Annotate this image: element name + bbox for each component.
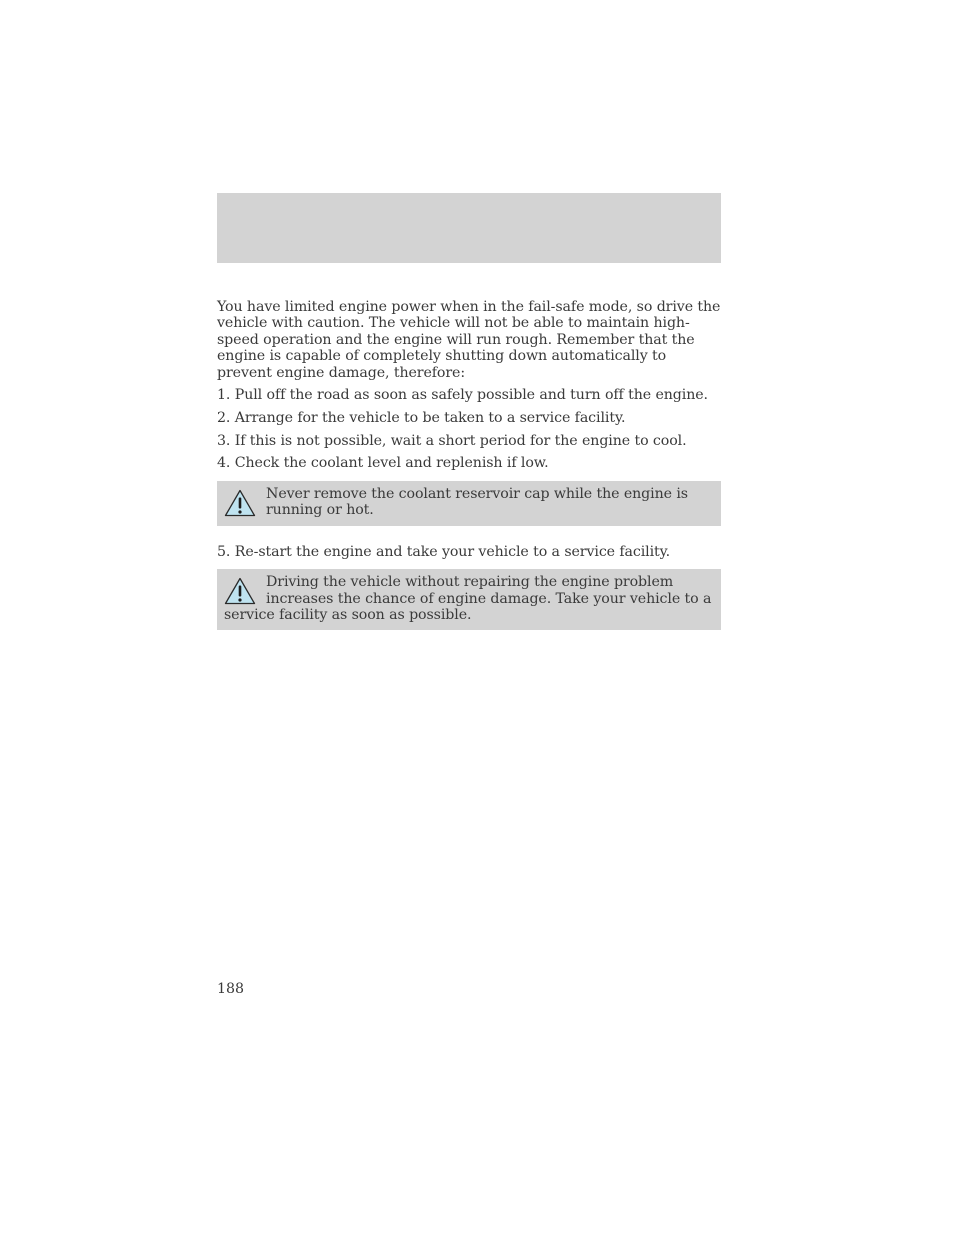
warning-text: Never remove the coolant reservoir cap while the engine is running or hot. (266, 485, 688, 519)
warning-text: Driving the vehicle without repairing the engine problem increases the chance of engine damage. Take your vehicle to a service facility as soon as possible. (224, 574, 712, 624)
warning-triangle-icon (224, 577, 256, 605)
intro-paragraph: You have limited engine power when in the fail-safe mode, so drive the vehicle with caution. The vehicle will not be able to maintain high-speed operation and the engine will run rough. Remember that the engine is capable of completely shutting down automatically to prevent engine damage, therefore: (217, 299, 721, 381)
coolant-cap-warning (217, 481, 721, 526)
step-4: 4. Check the coolant level and replenish if low. (217, 455, 549, 472)
header-band (217, 193, 721, 263)
step-2: 2. Arrange for the vehicle to be taken to a service facility. (217, 409, 626, 426)
page-content (217, 299, 721, 644)
step-5: 5. Re-start the engine and take your vehicle to a service facility. (217, 543, 671, 560)
step-1: 1. Pull off the road as soon as safely possible and turn off the engine. (217, 387, 708, 404)
page-number: 188 (217, 981, 245, 997)
step-3: 3. If this is not possible, wait a short period for the engine to cool. (217, 432, 687, 449)
warning-triangle-icon (224, 489, 256, 517)
engine-damage-warning (217, 569, 721, 630)
